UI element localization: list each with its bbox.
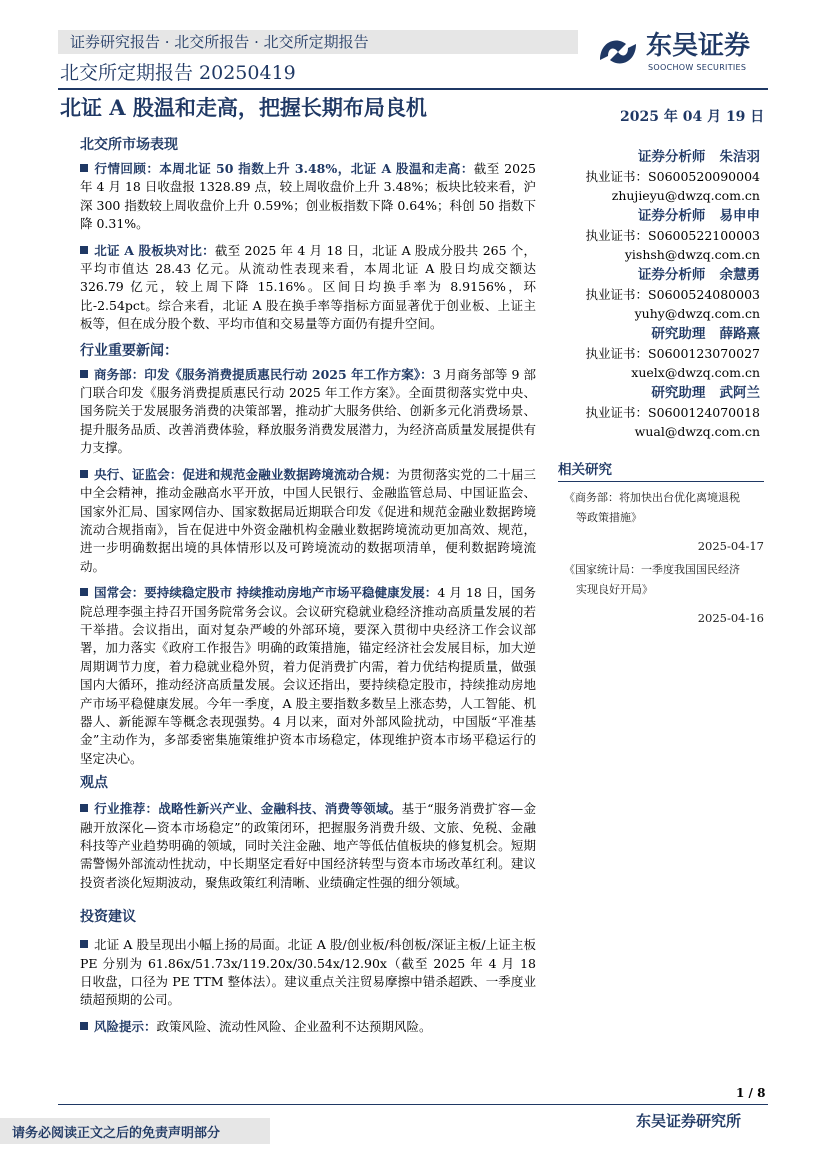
analyst-card: 证券分析师 易申申 执业证书：S0600522100003 yishsh@dwzq.com.cn: [560, 207, 760, 264]
analyst-name: 余慧勇: [719, 267, 760, 283]
related-item[interactable]: 《商务部：将加快出台优化离境退税 等政策措施》 2025-04-17: [558, 488, 764, 556]
bullet-icon: [80, 940, 88, 948]
analyst-email[interactable]: xuelx@dwzq.com.cn: [631, 365, 760, 380]
analyst-name: 易申申: [719, 208, 760, 224]
bullet-icon: [80, 470, 88, 478]
analyst-email[interactable]: yuhy@dwzq.com.cn: [634, 306, 760, 321]
views-para: 行业推荐：战略性新兴产业、金融科技、消费等领域。基于“服务消费扩容—金融开放深化—资本市场稳定”的政策闭环，把握服务消费升级、文旅、免税、金融科技等产业趋势明确的领域，同时关注金融、地产等低估值板块的修复机会。短期需警惕外部流动性扰动，中长期坚定看好中国经济转型与资本市场改革红利。建议投资者淡化短期波动，聚焦政策红利清晰、业绩确定性强的细分领域。: [80, 801, 536, 890]
bullet-icon: [80, 370, 88, 378]
risk-para: 风险提示：政策风险、流动性风险、企业盈利不达预期风险。: [80, 1018, 536, 1036]
section-views-heading: 观点: [80, 775, 108, 792]
analyst-email[interactable]: zhujieyu@dwzq.com.cn: [611, 188, 760, 203]
related-item[interactable]: 《国家统计局：一季度我国国民经济 实现良好开局》 2025-04-16: [558, 560, 764, 628]
logo-cn: 东吴证券: [646, 31, 751, 61]
analyst-panel: [560, 148, 760, 441]
section-invest-heading: 投资建议: [80, 909, 136, 926]
bullet-icon: [80, 164, 88, 172]
news-item-1: 商务部：印发《服务消费提质惠民行动 2025 年工作方案》：3 月商务部等 9 部门联合印发《服务消费提质惠民行动 2025 年工作方案》。全面贯彻落实党中央、国务院关于发展服务消费的决策部署，推动扩大服务供给、创新多元化消费场景、提升服务品质、改善消费体验，释放服务消费发展潜力，为经济高质量发展提供有力支撑。: [80, 366, 537, 456]
analyst-name: 武阿兰: [719, 385, 760, 401]
analyst-email[interactable]: yishsh@dwzq.com.cn: [624, 247, 760, 262]
header-rule: [58, 88, 768, 90]
news-item-3: 国常会：要持续稳定股市 持续推动房地产市场平稳健康发展：4 月 18 日，国务院总理李强主持召开国务院常务会议。会议研究稳就业稳经济推动高质量发展的若干举措。会议指出，面对复杂严峻的外部环境，要深入贯彻中央经济工作会议部署，加力落实《政府工作报告》明确的政策措施，锚定经济社会发展目标，加大逆周期调节力度，着力稳就业稳外贸，着力促消费扩内需，着力优结构提质量，做强国内大循环，推动经济高质量发展。会议还指出，要持续稳定股市，持续推动房地产市场平稳健康发展。今年一季度，A 股主要指数多数呈上涨态势，人工智能、机器人、新能源车等概念表现强势。4 月以来，面对外部风险扰动，中国版“平准基金”主动作为，多部委密集施策维护资本市场稳定，体现维护资本市场平稳运行的坚定决心。: [80, 585, 537, 766]
invest-para: 北证 A 股呈现出小幅上扬的局面。北证 A 股/创业板/科创板/深证主板/上证主板 PE 分别为 61.86x/51.73x/119.20x/30.54x/12.90x（截至 2025 年 4 月 18 日收盘，口径为 PE TTM 整体法）。建议重点关注贸易摩擦中错杀超跌、一季度业绩超预期的公司。: [80, 937, 536, 1008]
bullet-icon: [80, 588, 88, 596]
soochow-logo-mark-icon: [596, 32, 640, 72]
disclaimer-link[interactable]: 请务必阅读正文之后的免责声明部分: [12, 1126, 221, 1141]
analyst-card: 证券分析师 朱洁羽 执业证书：S0600520090004 zhujieyu@dwzq.com.cn: [560, 148, 760, 205]
soochow-logo: [596, 30, 776, 76]
section-market-heading: 北交所市场表现: [80, 137, 178, 153]
analyst-name: 朱洁羽: [719, 149, 760, 165]
bullet-icon: [80, 1022, 88, 1030]
analyst-card: 研究助理 薛路熹 执业证书：S0600123070027 xuelx@dwzq.com.cn: [560, 325, 760, 382]
analyst-name: 薛路熹: [719, 326, 760, 342]
market-para-2: 北证 A 股板块对比：截至 2025 年 4 月 18 日，北证 A 股成分股共 265 个，平均市值达 28.43 亿元。从流动性表现来看，本周北证 A 股日均成交额达 326.79 亿元，较上周下降 15.16%。区间日均换手率为 8.9156%，环比-2.54pct。综合来看，北证 A 股在换手率等指标方面显著优于创业板、上证主板等，但在成分股个数、平均市值和交易量等方面仍有提升空间。: [80, 242, 536, 332]
report-date: 2025 年 04 月 19 日: [620, 109, 765, 125]
logo-en: SOOCHOW SECURITIES: [648, 63, 747, 72]
footer-rule: [58, 1104, 768, 1105]
news-item-2: 央行、证监会：促进和规范金融业数据跨境流动合规：为贯彻落实党的二十届三中全会精神，推动金融高水平开放，中国人民银行、金融监管总局、中国证监会、国家外汇局、国家网信办、国家数据局近期联合印发《促进和规范金融业数据跨境流动合规指南》，旨在促进中外资金融机构金融业数据跨境流动更加高效、规范，进一步明确数据出境的具体情形以及可跨境流动的数据项清单，便利数据跨境流动。: [80, 466, 536, 574]
market-para-1: 行情回顾：本周北证 50 指数上升 3.48%，北证 A 股温和走高：截至 2025 年 4 月 18 日收盘报 1328.89 点，较上周收盘价上升 3.48%；板块比较来看，沪深 300 指数较上周收盘价上升 0.59%；创业板指数下降 0.64%；科创 50 指数下降 0.31%。: [80, 161, 536, 232]
related-research: [558, 458, 764, 628]
page-title: 北证 A 股温和走高，把握长期布局良机: [60, 95, 427, 120]
analyst-card: 证券分析师 余慧勇 执业证书：S0600524080003 yuhy@dwzq.com.cn: [560, 266, 760, 323]
related-date: 2025-04-17: [697, 539, 764, 553]
footer-institute: 东吴证券研究所: [636, 1112, 742, 1130]
bullet-icon: [80, 246, 88, 254]
report-tag: 北交所定期报告 20250419: [60, 62, 296, 84]
header-category-line: 证券研究报告 · 北交所报告 · 北交所定期报告: [70, 33, 369, 51]
related-heading: 相关研究: [558, 458, 764, 482]
related-date: 2025-04-16: [697, 611, 764, 625]
section-news-heading: 行业重要新闻：: [80, 342, 178, 359]
analyst-card: 研究助理 武阿兰 执业证书：S0600124070018 wual@dwzq.com.cn: [560, 384, 760, 441]
bullet-icon: [80, 804, 88, 812]
page-number: 1 / 8: [736, 1086, 766, 1100]
analyst-email[interactable]: wual@dwzq.com.cn: [634, 424, 760, 439]
main-column: [80, 134, 536, 1036]
